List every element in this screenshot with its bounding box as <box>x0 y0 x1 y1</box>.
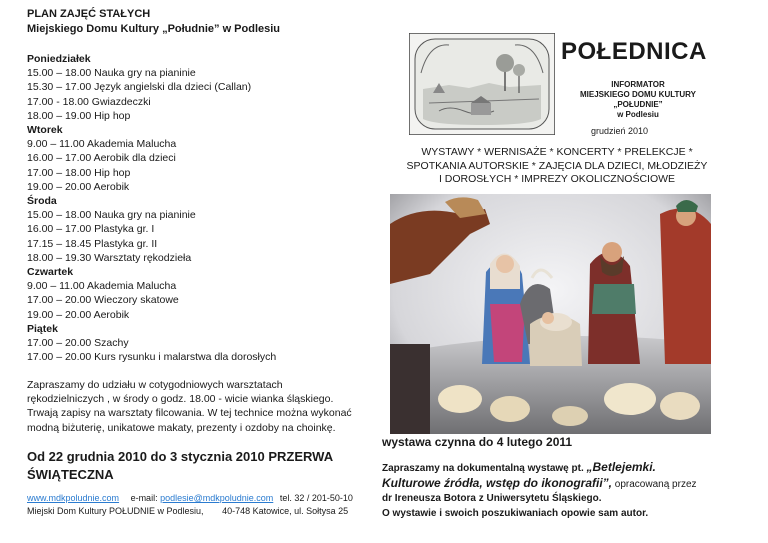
schedule-item: 17.15 – 18.45 Plastyka gr. II <box>27 237 158 250</box>
vintage-town-engraving <box>409 33 555 135</box>
schedule-item: 19.00 – 20.00 Aerobik <box>27 308 130 321</box>
schedule-item: 15.00 – 18.00 Nauka gry na pianinie <box>27 67 196 80</box>
events-line: I DOROSŁYCH * IMPREZY OKOLICZNOŚCIOWE <box>438 173 676 185</box>
schedule-item: 17.00 – 20.00 Wieczory skatowe <box>27 294 179 307</box>
schedule-item: 18.00 – 19.00 Hip hop <box>27 109 131 122</box>
schedule-item: 15.30 – 17.00 Język angielski dla dzieci (Callan) <box>27 81 252 94</box>
invitation-line: modną biżuterię, unikatowe makaty, prezenty i ozdoby na choinkę. <box>27 421 336 434</box>
day-monday: Poniedziałek <box>27 53 91 65</box>
day-wednesday: Środa <box>27 195 57 208</box>
schedule-item: 16.00 – 17.00 Aerobik dla dzieci <box>27 152 176 165</box>
schedule-item: 9.00 – 11.00 Akademia Malucha <box>27 280 177 293</box>
day-tuesday: Wtorek <box>27 124 63 137</box>
exhibit-title-part1: „Betlejemki. <box>586 460 656 474</box>
schedule-item: 19.00 – 20.00 Aerobik <box>27 180 130 193</box>
informator-line: „POŁUDNIE” <box>613 100 663 109</box>
nativity-scene-photo <box>390 194 711 434</box>
schedule-item: 15.00 – 18.00 Nauka gry na pianinie <box>27 209 196 222</box>
informator-line: MIEJSKIEGO DOMU KULTURY <box>579 90 696 99</box>
day-thursday: Czwartek <box>27 266 74 279</box>
address-name: Miejski Dom Kultury POŁUDNIE w Podlesiu, <box>27 506 204 516</box>
exhibit-title-part2: Kulturowe źródła, wstęp do ikonografii”, <box>382 476 613 490</box>
schedule-item: 9.00 – 11.00 Akademia Malucha <box>27 138 177 151</box>
invitation-line: Trwają zapisy na warsztaty filcowania. W tej technice można wykonać <box>27 407 352 420</box>
invitation-line: Zapraszamy do udziału w cotygodniowych warsztatach <box>27 379 283 391</box>
issue-date: grudzień 2010 <box>591 126 649 136</box>
email-label: e-mail: <box>130 493 158 503</box>
phone-number: tel. 32 / 201-50-10 <box>279 493 353 503</box>
weekly-schedule <box>27 52 276 364</box>
schedule-item: 17.00 - 18.00 Gwiazdeczki <box>27 95 151 108</box>
events-list <box>388 146 726 187</box>
exhibition-until: wystawa czynna do 4 lutego 2011 <box>382 435 573 449</box>
author-talk-line: O wystawie i swoich poszukiwaniach opowie sam autor. <box>382 508 649 519</box>
holiday-break-line2: ŚWIĄTECZNA <box>27 467 114 482</box>
events-line: SPOTKANIA AUTORSKIE * ZAJĘCIA DLA DZIECI, MŁODZIEŻY <box>406 159 708 172</box>
schedule-item: 17.00 – 20.00 Szachy <box>27 337 129 350</box>
contact-line <box>27 492 353 504</box>
newsletter-title: POŁEDNICA <box>561 38 707 65</box>
address-street: 40-748 Katowice, ul. Sołtysa 25 <box>222 506 349 516</box>
website-link[interactable]: www.mdkpoludnie.com <box>27 493 120 503</box>
schedule-item: 17.00 – 18.00 Hip hop <box>27 166 131 179</box>
plan-heading: PLAN ZAJĘĆ STAŁYCH <box>27 8 151 20</box>
informator-block <box>565 80 711 120</box>
schedule-item: 17.00 – 20.00 Kurs rysunku i malarstwa dla dorosłych <box>27 351 277 364</box>
workshop-invitation <box>27 378 352 435</box>
invitation-line: rękodzielniczych , w środy o godz. 18.00 - wicie wianka śląskiego. <box>27 393 334 406</box>
events-line: WYSTAWY * WERNISAŻE * KONCERTY * PRELEKCJE * <box>421 146 693 158</box>
prepared-by: opracowaną przez <box>612 479 697 490</box>
schedule-item: 18.00 – 19.30 Warsztaty rękodzieła <box>27 251 192 264</box>
email-link[interactable]: podlesie@mdkpoludnie.com <box>160 493 274 503</box>
day-friday: Piątek <box>27 322 58 335</box>
holiday-break-line1: Od 22 grudnia 2010 do 3 stycznia 2010 PRZERWA <box>27 449 334 464</box>
author-line: dr Ireneusza Botora z Uniwersytetu Śląskiego. <box>382 493 602 504</box>
invite-prefix: Zapraszamy na dokumentalną wystawę pt. <box>382 463 587 474</box>
address-line <box>27 505 348 517</box>
informator-line: INFORMATOR <box>611 80 665 89</box>
informator-line: w Podlesiu <box>617 110 659 119</box>
schedule-item: 16.00 – 17.00 Plastyka gr. I <box>27 223 155 236</box>
plan-subheading: Miejskiego Domu Kultury „Południe” w Podlesiu <box>27 23 281 35</box>
